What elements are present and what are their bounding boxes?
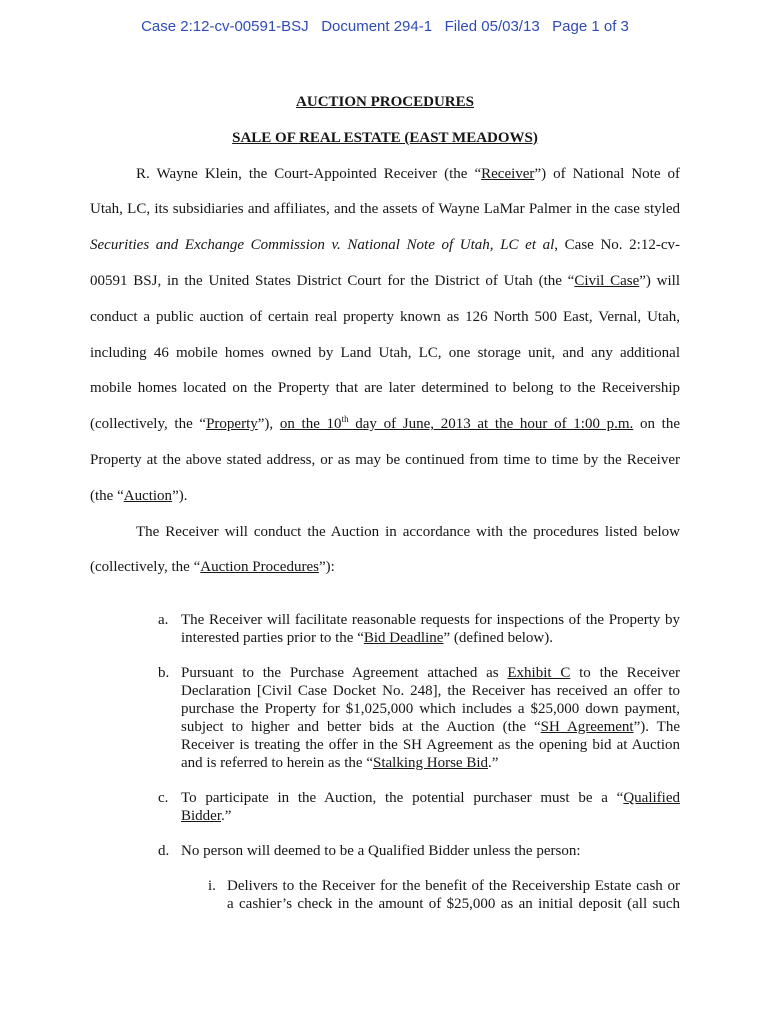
defined-term-auction-procedures: Auction Procedures	[200, 559, 319, 576]
title-text: AUCTION PROCEDURES	[296, 94, 474, 110]
text-run: ”) will	[639, 272, 680, 289]
auction-date-time	[280, 416, 633, 432]
document-number: Document 294-1	[321, 18, 433, 35]
item-line	[181, 682, 680, 700]
text-run: .”	[488, 755, 499, 771]
document-body	[90, 85, 680, 586]
text-run: on the 10	[279, 416, 342, 433]
document-title	[90, 85, 680, 121]
text-run: and is referred to herein as the “	[181, 755, 373, 771]
item-line	[181, 700, 680, 718]
intro-line	[90, 157, 680, 193]
procedure-item-a	[158, 611, 680, 647]
text-run: Pursuant to the Purchase Agreement attached as	[181, 665, 508, 681]
intro-line	[90, 192, 680, 228]
defined-term-qualified-bidder: Qualified	[623, 790, 680, 806]
text-run: on the	[633, 416, 681, 433]
requirement-item-i	[181, 877, 680, 913]
defined-term-civil-case: Civil Case	[574, 272, 640, 289]
item-line	[181, 629, 680, 647]
text-run: including 46 mobile homes owned by Land Utah, LC, one storage unit, and any additional	[90, 344, 680, 361]
qualified-bidder-requirements	[181, 877, 680, 913]
defined-term-property: Property	[206, 416, 258, 433]
text-run: No person will deemed to be a Qualified Bidder unless the person:	[181, 843, 581, 859]
text-run: mobile homes located on the Property that are later determined to belong to the Receivership	[90, 380, 680, 397]
text-run: subject to higher and better bids at the Auction (the “	[181, 719, 541, 735]
intro-line	[90, 336, 680, 372]
defined-term-qualified-bidder: Bidder	[181, 808, 221, 824]
case-caption: Securities and Exchange Commission v. National Note of Utah, LC et al	[90, 237, 555, 254]
item-label: b.	[158, 665, 170, 681]
text-run: Utah, LC, its subsidiaries and affiliates, and the assets of Wayne LaMar Palmer in the case styled	[90, 201, 680, 218]
text-run: interested parties prior to the “	[181, 630, 364, 646]
procedures-intro-line	[90, 515, 680, 551]
text-run: .”	[221, 808, 232, 824]
procedure-item-d	[158, 842, 680, 913]
procedure-item-c	[158, 789, 680, 825]
document-subtitle	[90, 121, 680, 157]
procedure-item-b	[158, 664, 680, 772]
text-run: (collectively, the “	[90, 559, 201, 576]
intro-line	[90, 407, 680, 443]
subitem-label: i.	[208, 878, 216, 894]
intro-line	[90, 443, 680, 479]
item-label: a.	[158, 612, 169, 628]
intro-line	[90, 228, 680, 264]
subtitle-text: SALE OF REAL ESTATE (EAST MEADOWS)	[232, 129, 538, 146]
defined-term-receiver: Receiver	[481, 165, 535, 182]
text-run: purchase the Property for $1,025,000 which includes a $25,000 down payment,	[181, 701, 680, 717]
text-run: The Receiver will conduct the Auction in accordance with the procedures listed below	[136, 523, 680, 540]
text-run: Delivers to the Receiver for the benefit of the Receivership Estate cash or	[227, 878, 680, 894]
text-run: ”):	[318, 559, 335, 576]
text-run: day of June, 2013 at the hour of 1:00 p.m.	[348, 416, 634, 433]
intro-line	[90, 300, 680, 336]
page-number: Page 1 of 3	[552, 18, 629, 35]
subitem-line	[227, 877, 680, 895]
item-line	[181, 754, 680, 772]
text-run: ”).	[172, 487, 188, 504]
item-line	[181, 736, 680, 754]
text-run: 00591 BSJ, in the United States District Court for the District of Utah (the “	[90, 272, 575, 289]
filed-date: Filed 05/03/13	[444, 18, 540, 35]
intro-line	[90, 264, 680, 300]
text-run: Property at the above stated address, or as may be continued from time to time by the Receiver	[90, 451, 680, 468]
procedures-intro-line	[90, 550, 680, 586]
ecf-filing-stamp	[0, 17, 770, 37]
defined-term-auction: Auction	[123, 487, 173, 504]
text-run: (collectively, the “	[90, 416, 207, 433]
text-run: ”). The	[633, 719, 681, 735]
item-line	[181, 718, 680, 736]
text-run: Declaration [Civil Case Docket No. 248], the Receiver has received an offer to	[181, 683, 680, 699]
subitem-line	[227, 895, 680, 913]
text-run: The Receiver will facilitate reasonable requests for inspections of the Property by	[181, 612, 680, 628]
text-run: To participate in the Auction, the potential purchaser must be a “	[181, 790, 624, 806]
item-line	[181, 789, 680, 807]
procedures-list	[158, 611, 680, 930]
item-line	[181, 664, 680, 682]
defined-term-bid-deadline: Bid Deadline	[363, 630, 444, 646]
defined-term-stalking-horse-bid: Stalking Horse Bid	[373, 755, 488, 771]
item-line	[181, 611, 680, 629]
text-run: (the “	[90, 487, 124, 504]
item-line	[181, 807, 680, 825]
item-label: d.	[158, 843, 170, 859]
item-label: c.	[158, 790, 169, 806]
text-run: ”) of National Note of	[534, 165, 681, 182]
item-line	[181, 842, 680, 860]
exhibit-reference: Exhibit C	[507, 665, 571, 681]
intro-line	[90, 371, 680, 407]
text-run: conduct a public auction of certain real property known as 126 North 500 East, Vernal, Utah,	[90, 308, 680, 325]
text-run: Receiver is treating the offer in the SH Agreement as the opening bid at Auction	[181, 737, 680, 753]
text-run: a cashier’s check in the amount of $25,000 as an initial deposit (all such	[227, 896, 680, 912]
text-run: , Case No. 2:12-cv-	[554, 237, 680, 254]
intro-line	[90, 479, 680, 515]
text-run: ”),	[257, 416, 280, 433]
text-run: to the Receiver	[570, 665, 680, 681]
case-number: Case 2:12-cv-00591-BSJ	[141, 18, 309, 35]
text-run: ” (defined below).	[443, 630, 553, 646]
text-run: R. Wayne Klein, the Court-Appointed Receiver (the “	[136, 165, 482, 182]
ordinal-suffix: th	[341, 414, 349, 425]
defined-term-sh-agreement: SH Agreement	[540, 719, 634, 735]
